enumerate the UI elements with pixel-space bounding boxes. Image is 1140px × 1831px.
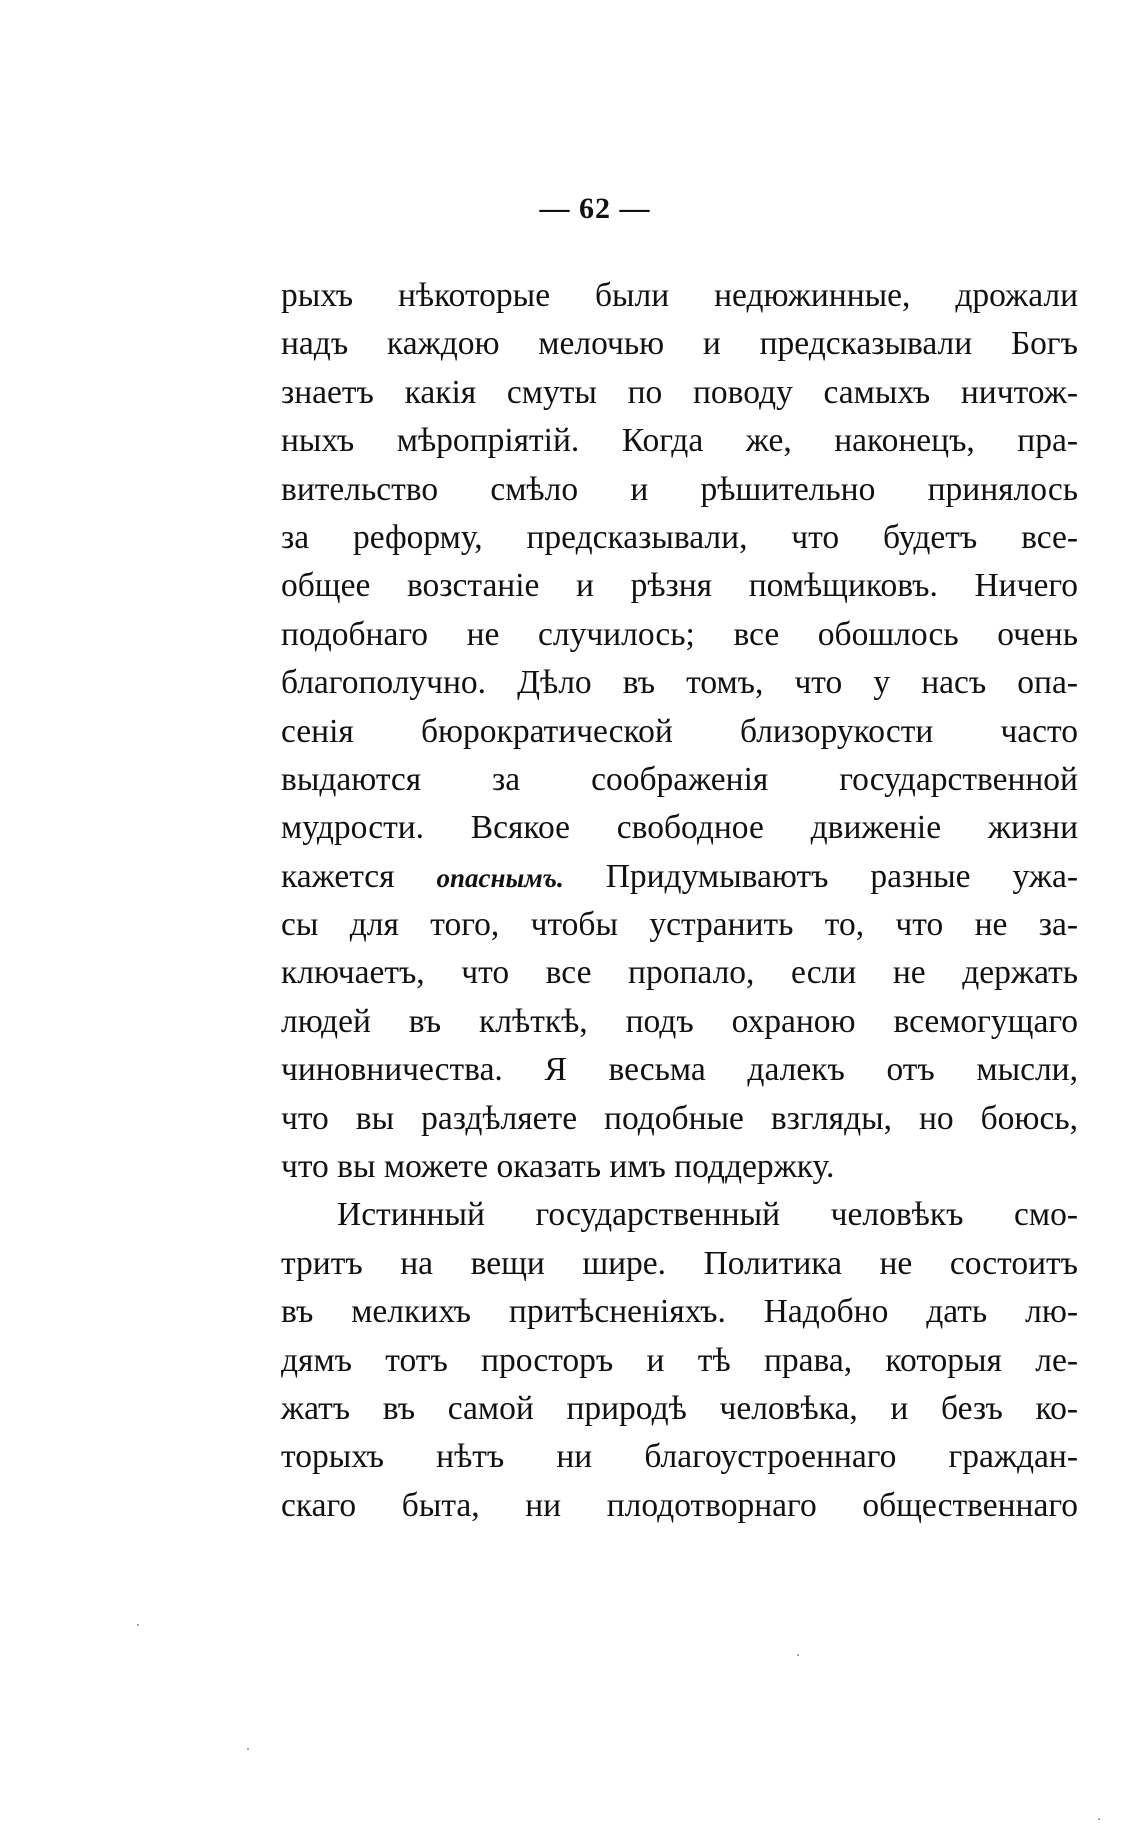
text-line: что вы можете оказать имъ поддержку. — [281, 1148, 835, 1186]
text-line: мудрости. Всякое свободное движеніе жизни — [281, 809, 1078, 847]
text-line: торыхъ нѣтъ ни благоустроеннаго граждан- — [281, 1438, 1078, 1476]
text-line-with-emphasis — [281, 853, 1078, 901]
text-line: знаетъ какія смуты по поводу самыхъ ничтож- — [281, 373, 1078, 411]
text-line: въ мелкихъ притѣсненіяхъ. Надобно дать лю- — [281, 1293, 1078, 1331]
scan-speck — [1098, 1818, 1100, 1820]
text-line: Истинный государственный человѣкъ смо- — [337, 1196, 1078, 1234]
scan-speck — [137, 1624, 139, 1626]
text-line: чиновничества. Я весьма далекъ отъ мысли, — [281, 1051, 1078, 1089]
text-line: рыхъ нѣкоторые были недюжинные, дрожали — [281, 277, 1078, 314]
scan-speck — [797, 1654, 799, 1656]
text-line: скаго быта, ни плодотворнаго общественнаго — [281, 1486, 1078, 1524]
text-line: подобнаго не случилось; все обошлось очень — [281, 615, 1078, 653]
text-line: ныхъ мѣропріятій. Когда же, наконецъ, пра- — [281, 422, 1078, 460]
emphasized-word: опаснымъ. — [436, 862, 564, 893]
text-line: сенія бюрократической близорукости часто — [281, 712, 1078, 750]
text-line: общее возстаніе и рѣзня помѣщиковъ. Ничего — [281, 567, 1078, 605]
text-line: сы для того, чтобы устранить то, что не за- — [281, 906, 1078, 944]
text-line: людей въ клѣткѣ, подъ охраною всемогущаго — [281, 1002, 1078, 1040]
scan-speck — [247, 1748, 249, 1750]
body-text — [281, 272, 1078, 1530]
text-line: тритъ на вещи шире. Политика не состоитъ — [281, 1244, 1078, 1282]
paragraph-1 — [281, 272, 1078, 1191]
text-line: ключаетъ, что все пропало, если не держать — [281, 954, 1078, 992]
text-fragment: Придумываютъ разные ужа- — [563, 857, 1078, 895]
text-line: жатъ въ самой природѣ человѣка, и безъ ко- — [281, 1389, 1078, 1427]
text-line: за реформу, предсказывали, что будетъ все- — [281, 518, 1078, 556]
paragraph-2 — [281, 1191, 1078, 1530]
text-line: вительство смѣло и рѣшительно принялось — [281, 470, 1078, 508]
text-line: что вы раздѣляете подобные взгляды, но боюсь, — [281, 1099, 1078, 1137]
text-fragment: кажется — [281, 857, 437, 895]
text-line: дямъ тотъ просторъ и тѣ права, которыя ле- — [281, 1341, 1078, 1379]
text-line: надъ каждою мелочью и предсказывали Богъ — [281, 325, 1078, 363]
text-line: выдаются за соображенія государственной — [281, 760, 1078, 798]
text-line: благополучно. Дѣло въ томъ, что у насъ опа- — [281, 664, 1078, 702]
page-number: — 62 — — [539, 192, 651, 225]
